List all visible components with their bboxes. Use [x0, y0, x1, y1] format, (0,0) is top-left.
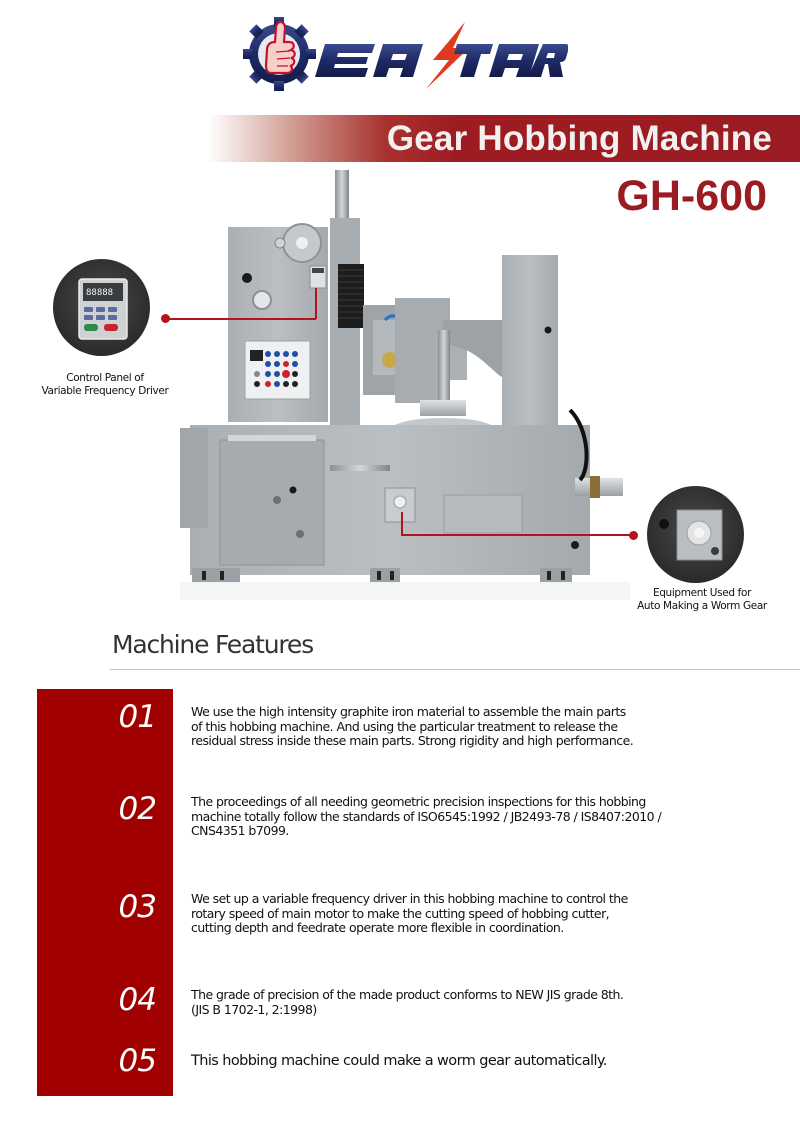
feature-text-02: The proceedings of all needing geometric precision inspections for this hobbing machine totally follow the standards of ISO6545:1992 / JB2493-78 / IS8407:2010 / CNS4351 b7099. — [191, 794, 662, 838]
worm-gear-unit-icon — [647, 486, 744, 583]
features-heading: Machine Features — [112, 630, 313, 659]
feature-text-04: The grade of precision of the made product conforms to NEW JIS grade 8th. (JIS B 1702-1, 2:1998) — [191, 987, 624, 1017]
eastar-logo — [243, 14, 568, 92]
control-panel-callout-image — [53, 259, 150, 356]
worm-gear-marker-dot — [629, 531, 638, 540]
worm-gear-label: Equipment Used for Auto Making a Worm Gear — [637, 587, 767, 612]
feature-text-03: We set up a variable frequency driver in this hobbing machine to control the rotary speed of main motor to make the cutting speed of hobbing cutter, cutting depth and feedrate operate more flexible in coordination. — [191, 891, 628, 935]
control-panel-leader-line-vertical — [315, 288, 317, 319]
model-number: GH-600 — [616, 172, 767, 220]
feature-number-03: 03 — [118, 889, 156, 925]
machine-image — [180, 170, 630, 600]
gear-thumb-icon — [243, 14, 568, 92]
feature-number-01: 01 — [118, 699, 156, 735]
feature-text-01: We use the high intensity graphite iron material to assemble the main parts of this hobbing machine. And using the particular treatment to release the residual stress inside these main parts. Strong rigidity and high performance. — [191, 704, 634, 748]
title-banner — [208, 115, 800, 162]
feature-text-05: This hobbing machine could make a worm gear automatically. — [191, 1053, 607, 1069]
control-panel-leader-line — [166, 318, 316, 320]
worm-gear-leader-line — [401, 534, 631, 536]
vfd-keypad-icon — [53, 259, 150, 356]
control-panel-label: Control Panel of Variable Frequency Driver — [41, 372, 169, 397]
feature-number-02: 02 — [118, 791, 156, 827]
feature-number-05: 05 — [118, 1043, 156, 1079]
product-title: Gear Hobbing Machine — [386, 119, 772, 158]
feature-number-04: 04 — [118, 982, 156, 1018]
features-divider — [110, 669, 800, 670]
worm-gear-leader-line-vertical — [401, 512, 403, 535]
svg-text:88888: 88888 — [86, 288, 114, 298]
worm-gear-callout-image — [647, 486, 744, 583]
